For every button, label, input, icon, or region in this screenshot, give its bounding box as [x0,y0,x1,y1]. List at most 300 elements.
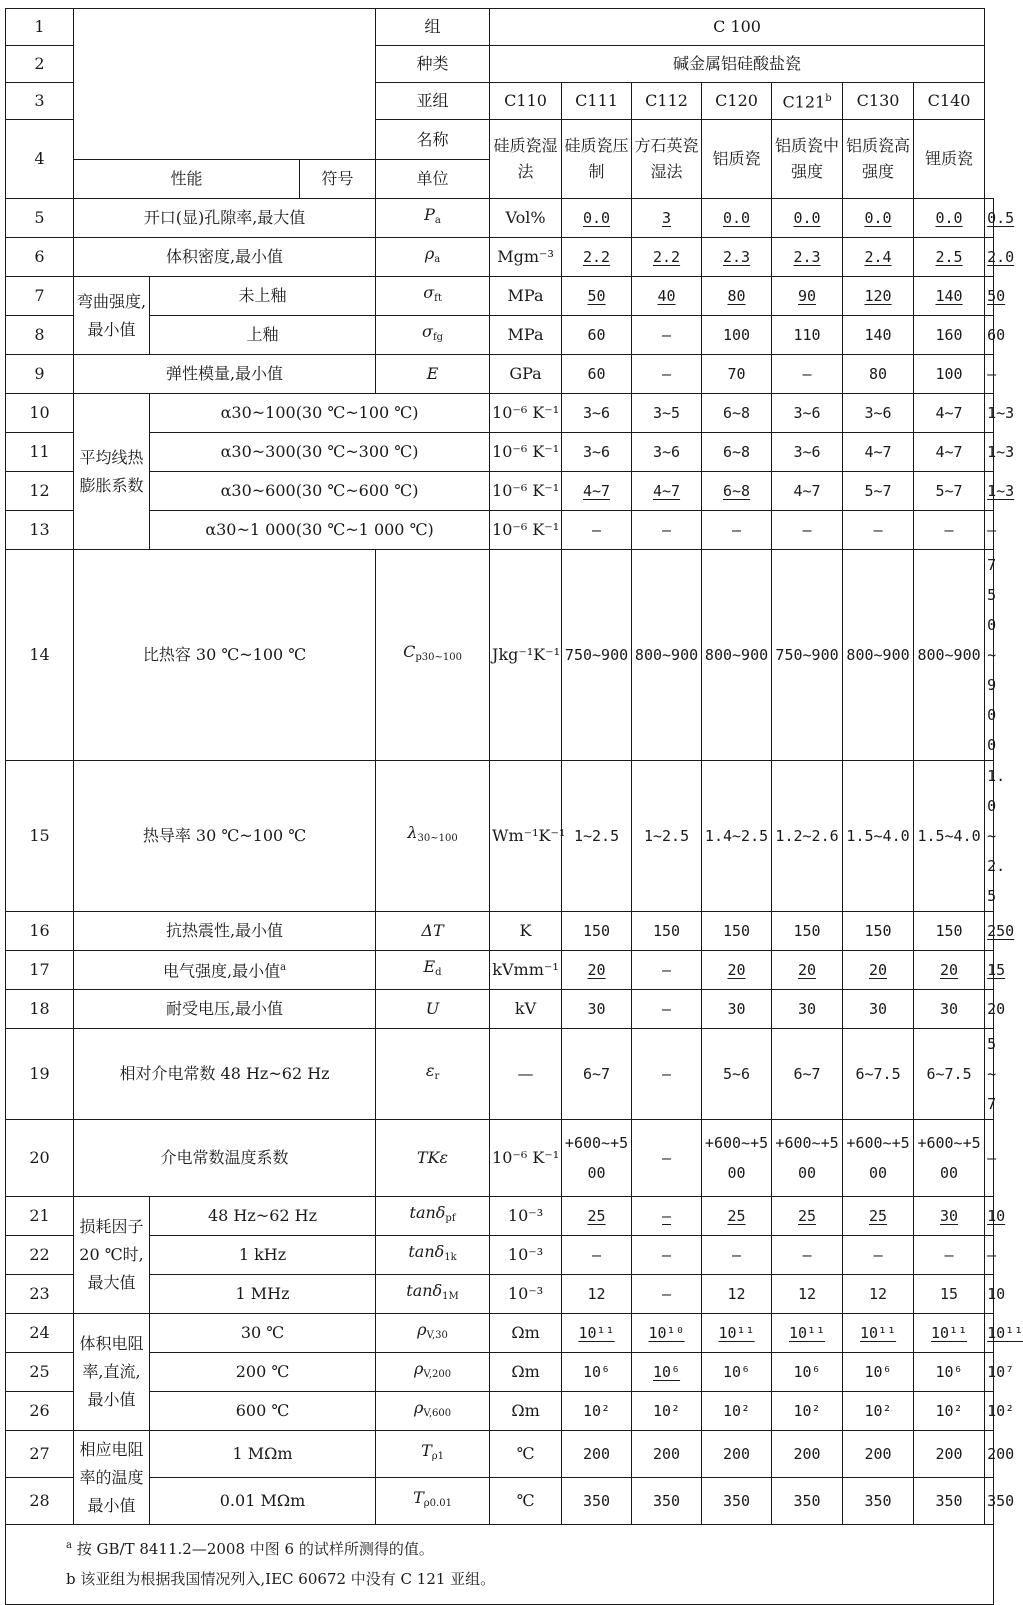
kind-label: 种类 [376,46,490,83]
value-cell: 10⁶ [843,1353,914,1392]
unit-cell: Mgm⁻³ [490,238,562,277]
table-row [6,433,994,472]
value-cell: 4~7 [772,472,843,511]
value-cell: 10¹¹ [562,1314,632,1353]
row-number: 2 [6,46,74,83]
value-cell: — [632,1275,702,1314]
value-cell: 10² [562,1392,632,1431]
value-cell: — [985,1236,994,1275]
value-cell: 350 [843,1478,914,1525]
value-cell: 1~3 [985,394,994,433]
value-cell: — [702,1236,772,1275]
value-cell: — [562,1236,632,1275]
unit-cell: Jkg⁻¹K⁻¹ [490,550,562,761]
subgroup-label: 亚组 [376,83,490,120]
group-value: C 100 [490,9,985,46]
property-name: 30 ℃ [150,1314,376,1353]
row-number: 22 [6,1236,74,1275]
value-cell: — [772,1236,843,1275]
value-cell: 200 [562,1431,632,1478]
value-cell: 3~6 [772,394,843,433]
symbol-cell: $T_{\rho 1}$ [376,1431,490,1478]
value-cell: 30 [772,990,843,1029]
group-label: 组 [376,9,490,46]
property-name: 抗热震性,最小值 [74,912,376,951]
value-cell: 10 [985,1275,994,1314]
value-cell: 30 [914,1197,985,1236]
value-cell: 12 [702,1275,772,1314]
value-cell: 5~6 [702,1029,772,1120]
value-cell: 6~7 [562,1029,632,1120]
symbol-cell: $\rho_{V,600}$ [376,1392,490,1431]
property-group: 弯曲强度,最小值 [74,277,150,355]
value-cell: 150 [632,912,702,951]
unit-cell: kVmm⁻¹ [490,951,562,990]
value-cell: 0.0 [843,199,914,238]
value-cell: 25 [562,1197,632,1236]
value-cell: 200 [985,1431,994,1478]
value-cell: 1~2.5 [632,761,702,912]
row-number: 20 [6,1120,74,1197]
symbol-cell: TKε [376,1120,490,1197]
property-name: 相对介电常数 48 Hz~62 Hz [74,1029,376,1120]
value-cell: — [632,511,702,550]
value-cell: — [632,1029,702,1120]
table-row [6,199,994,238]
property-header: 性能 [74,160,300,199]
value-cell: 3 [632,199,702,238]
value-cell: 200 [632,1431,702,1478]
value-cell: 20 [843,951,914,990]
table-row [6,990,994,1029]
value-cell: 3~6 [843,394,914,433]
value-cell: 80 [843,355,914,394]
unit-cell: Vol% [490,199,562,238]
table-row [6,1197,994,1236]
property-name: 开口(显)孔隙率,最大值 [74,199,376,238]
value-cell: 4~7 [562,472,632,511]
value-cell: 30 [562,990,632,1029]
row-number: 5 [6,199,74,238]
row-number: 1 [6,9,74,46]
value-cell: 10⁶ [632,1353,702,1392]
row-number: 25 [6,1353,74,1392]
value-cell: 10² [985,1392,994,1431]
value-cell: +600~+500 [702,1120,772,1197]
material-name: 硅质瓷压制 [562,120,632,199]
row-number: 27 [6,1431,74,1478]
material-name: 铝质瓷中强度 [772,120,843,199]
property-name: 1 kHz [150,1236,376,1275]
value-cell: 10⁶ [772,1353,843,1392]
subgroup-header: C111 [562,83,632,120]
unit-cell: 10⁻³ [490,1275,562,1314]
row-number: 7 [6,277,74,316]
value-cell: 1~3 [985,433,994,472]
row-number: 9 [6,355,74,394]
property-name: α30~100(30 ℃~100 ℃) [150,394,490,433]
property-group: 平均线热膨胀系数 [74,394,150,550]
value-cell: 2.5 [914,238,985,277]
value-cell: 2.4 [843,238,914,277]
property-name: 介电常数温度系数 [74,1120,376,1197]
row-number: 6 [6,238,74,277]
value-cell: +600~+500 [772,1120,843,1197]
value-cell: +600~+500 [562,1120,632,1197]
table-row [6,355,994,394]
subgroup-header: C110 [490,83,562,120]
property-name: 热导率 30 ℃~100 ℃ [74,761,376,912]
value-cell: 20 [702,951,772,990]
subgroup-header: C130 [843,83,914,120]
table-row [6,1392,994,1431]
value-cell: — [843,511,914,550]
header-blank [74,9,376,160]
property-name: 体积密度,最小值 [74,238,376,277]
value-cell: 12 [562,1275,632,1314]
value-cell: 10² [702,1392,772,1431]
value-cell: 3~6 [772,433,843,472]
value-cell: +600~+500 [914,1120,985,1197]
property-name: 耐受电压,最小值 [74,990,376,1029]
property-group: 相应电阻率的温度最小值 [74,1431,150,1525]
material-name: 铝质瓷 [702,120,772,199]
value-cell: 750~900 [772,550,843,761]
row-number: 23 [6,1275,74,1314]
table-row [6,1314,994,1353]
value-cell: 60 [562,355,632,394]
value-cell: — [772,511,843,550]
value-cell: 750~900 [985,550,994,761]
table-row [6,511,994,550]
value-cell: 350 [985,1478,994,1525]
value-cell: 0.5 [985,199,994,238]
value-cell: 70 [702,355,772,394]
property-name: 200 ℃ [150,1353,376,1392]
table-row [6,1478,994,1525]
value-cell: 20 [562,951,632,990]
value-cell: 15 [914,1275,985,1314]
unit-cell: MPa [490,316,562,355]
value-cell: 60 [985,316,994,355]
footnotes [5,1525,994,1605]
value-cell: — [632,951,702,990]
value-cell: 0.0 [914,199,985,238]
unit-cell: 10⁻⁶ K⁻¹ [490,1120,562,1197]
property-name: 1 MHz [150,1275,376,1314]
footnote-a: $^a$ 按 GB/T 8411.2—2008 中图 6 的试样所测得的值。 [66,1540,434,1558]
row-number: 3 [6,83,74,120]
value-cell: 10¹¹ [702,1314,772,1353]
value-cell: — [702,511,772,550]
row-number: 14 [6,550,74,761]
row-number: 8 [6,316,74,355]
value-cell: 6~8 [702,472,772,511]
unit-cell: kV [490,990,562,1029]
value-cell: 90 [772,277,843,316]
value-cell: 1~3 [985,472,994,511]
value-cell: 10¹¹ [985,1314,994,1353]
value-cell: 1.5~4.0 [914,761,985,912]
row-number: 28 [6,1478,74,1525]
value-cell: 3~6 [562,394,632,433]
value-cell: 350 [562,1478,632,1525]
table-row [6,316,994,355]
value-cell: 6~8 [702,394,772,433]
value-cell: 150 [914,912,985,951]
value-cell: 25 [772,1197,843,1236]
value-cell: 10⁶ [562,1353,632,1392]
unit-cell: K [490,912,562,951]
name-label: 名称 [376,120,490,160]
value-cell: 3~5 [632,394,702,433]
value-cell: 30 [843,990,914,1029]
material-name: 硅质瓷湿法 [490,120,562,199]
property-name: 比热容 30 ℃~100 ℃ [74,550,376,761]
value-cell: — [632,990,702,1029]
value-cell: 2.2 [632,238,702,277]
row-number: 11 [6,433,74,472]
property-name: 48 Hz~62 Hz [150,1197,376,1236]
value-cell: 150 [772,912,843,951]
value-cell: 50 [562,277,632,316]
value-cell: 40 [632,277,702,316]
property-name: α30~300(30 ℃~300 ℃) [150,433,490,472]
symbol-cell: tanδ$_{1M}$ [376,1275,490,1314]
symbol-cell: ΔT [376,912,490,951]
value-cell: 2.0 [985,238,994,277]
value-cell: 2.3 [772,238,843,277]
symbol-cell: $\varepsilon_r$ [376,1029,490,1120]
row-number: 24 [6,1314,74,1353]
value-cell: 1~2.5 [562,761,632,912]
ceramic-properties-table-page [5,8,1023,1605]
value-cell: 6~7 [772,1029,843,1120]
material-name: 锂质瓷 [914,120,985,199]
value-cell: 750~900 [562,550,632,761]
symbol-cell: $\rho_{V,200}$ [376,1353,490,1392]
unit-cell: Ωm [490,1314,562,1353]
value-cell: 350 [702,1478,772,1525]
value-cell: 50 [985,277,994,316]
value-cell: 10 [985,1197,994,1236]
table-row [6,761,994,912]
value-cell: 4~7 [843,433,914,472]
unit-cell: MPa [490,277,562,316]
value-cell: 10² [632,1392,702,1431]
value-cell: — [562,511,632,550]
value-cell: 20 [914,951,985,990]
row-number: 26 [6,1392,74,1431]
value-cell: 0.0 [702,199,772,238]
table-row [6,550,994,761]
unit-cell: Ωm [490,1353,562,1392]
table-row [6,951,994,990]
symbol-cell: $P_a$ [376,199,490,238]
footnote-b: b 该亚组为根据我国情况列入,IEC 60672 中没有 C 121 亚组。 [66,1570,496,1588]
value-cell: — [985,1120,994,1197]
table-row [6,1431,994,1478]
value-cell: 10⁷ [985,1353,994,1392]
value-cell: 250 [985,912,994,951]
value-cell: 3~6 [562,433,632,472]
value-cell: 0.0 [772,199,843,238]
unit-cell: 10⁻⁶ K⁻¹ [490,394,562,433]
value-cell: 10² [914,1392,985,1431]
value-cell: 110 [772,316,843,355]
value-cell: — [632,1197,702,1236]
unit-cell: GPa [490,355,562,394]
table-row [6,1353,994,1392]
value-cell: — [985,355,994,394]
value-cell: 800~900 [914,550,985,761]
row-number: 17 [6,951,74,990]
value-cell: 120 [843,277,914,316]
value-cell: 2.2 [562,238,632,277]
symbol-header: 符号 [300,160,376,199]
kind-value: 碱金属铝硅酸盐瓷 [490,46,985,83]
unit-cell: 10⁻⁶ K⁻¹ [490,511,562,550]
row-number: 4 [6,120,74,199]
value-cell: — [985,511,994,550]
value-cell: 12 [843,1275,914,1314]
symbol-cell: tanδ$_{1k}$ [376,1236,490,1275]
property-name: 600 ℃ [150,1392,376,1431]
value-cell: +600~+500 [843,1120,914,1197]
value-cell: 140 [843,316,914,355]
value-cell: 200 [843,1431,914,1478]
value-cell: — [632,1120,702,1197]
unit-cell: 10⁻⁶ K⁻¹ [490,433,562,472]
value-cell: 1.0~2.5 [985,761,994,912]
value-cell: 6~7.5 [914,1029,985,1120]
value-cell: 25 [843,1197,914,1236]
value-cell: 0.0 [562,199,632,238]
unit-cell: — [490,1029,562,1120]
symbol-cell: $\sigma_{ft}$ [376,277,490,316]
value-cell: 10⁶ [914,1353,985,1392]
symbol-cell: $T_{\rho 0.01}$ [376,1478,490,1525]
value-cell: 12 [772,1275,843,1314]
symbol-cell: E [376,355,490,394]
value-cell: 150 [843,912,914,951]
table-row [6,1275,994,1314]
property-name: 弹性模量,最小值 [74,355,376,394]
symbol-cell: $\sigma_{fg}$ [376,316,490,355]
unit-cell: 10⁻⁶ K⁻¹ [490,472,562,511]
property-name: 上釉 [150,316,376,355]
value-cell: 2.3 [702,238,772,277]
value-cell: 5~7 [985,1029,994,1120]
value-cell: 5~7 [843,472,914,511]
row-number: 16 [6,912,74,951]
value-cell: 200 [702,1431,772,1478]
value-cell: 10¹¹ [843,1314,914,1353]
property-name: α30~1 000(30 ℃~1 000 ℃) [150,511,490,550]
symbol-cell: $C_{p30\sim 100}$ [376,550,490,761]
table-row [6,394,994,433]
value-cell: 15 [985,951,994,990]
symbol-cell: $\lambda_{30\sim 100}$ [376,761,490,912]
value-cell: 200 [772,1431,843,1478]
material-name: 方石英瓷湿法 [632,120,702,199]
row-number: 15 [6,761,74,912]
symbol-cell: tanδ$_{pf}$ [376,1197,490,1236]
value-cell: — [914,511,985,550]
property-name: 1 MΩm [150,1431,376,1478]
value-cell: 20 [772,951,843,990]
value-cell: 350 [914,1478,985,1525]
value-cell: 6~7.5 [843,1029,914,1120]
row-number: 18 [6,990,74,1029]
property-name: α30~600(30 ℃~600 ℃) [150,472,490,511]
value-cell: 800~900 [843,550,914,761]
value-cell: 20 [985,990,994,1029]
table-row [6,277,994,316]
value-cell: 25 [702,1197,772,1236]
symbol-cell: $\rho_a$ [376,238,490,277]
row-number: 19 [6,1029,74,1120]
subgroup-header: C120 [702,83,772,120]
value-cell: 4~7 [914,394,985,433]
value-cell: 4~7 [914,433,985,472]
unit-cell: Ωm [490,1392,562,1431]
value-cell: 6~8 [702,433,772,472]
value-cell: — [632,1236,702,1275]
unit-cell: Wm⁻¹K⁻¹ [490,761,562,912]
material-name: 铝质瓷高强度 [843,120,914,199]
unit-header: 单位 [376,160,490,199]
value-cell: — [843,1236,914,1275]
symbol-cell: U [376,990,490,1029]
properties-table [5,8,1023,1525]
value-cell: — [772,355,843,394]
subgroup-header: C112 [632,83,702,120]
value-cell: 800~900 [702,550,772,761]
value-cell: — [914,1236,985,1275]
value-cell: 1.4~2.5 [702,761,772,912]
value-cell: — [632,355,702,394]
table-row [6,1120,994,1197]
value-cell: 100 [702,316,772,355]
value-cell: 30 [914,990,985,1029]
symbol-cell: $\rho_{V,30}$ [376,1314,490,1353]
value-cell: 350 [772,1478,843,1525]
value-cell: 10² [843,1392,914,1431]
table-row [6,1236,994,1275]
value-cell: 60 [562,316,632,355]
value-cell: 200 [914,1431,985,1478]
unit-cell: ℃ [490,1431,562,1478]
value-cell: 10¹¹ [914,1314,985,1353]
value-cell: 4~7 [632,472,702,511]
value-cell: 150 [562,912,632,951]
property-name: 电气强度,最小值$^a$ [74,951,376,990]
table-row [6,472,994,511]
value-cell: 1.2~2.6 [772,761,843,912]
value-cell: 10² [772,1392,843,1431]
value-cell: 10⁶ [702,1353,772,1392]
value-cell: 80 [702,277,772,316]
subgroup-header: C121$^b$ [772,83,843,120]
subgroup-header: C140 [914,83,985,120]
row-number: 21 [6,1197,74,1236]
property-group: 损耗因子 20 ℃时,最大值 [74,1197,150,1314]
row-number: 10 [6,394,74,433]
value-cell: 1.5~4.0 [843,761,914,912]
property-name: 未上釉 [150,277,376,316]
value-cell: 150 [702,912,772,951]
